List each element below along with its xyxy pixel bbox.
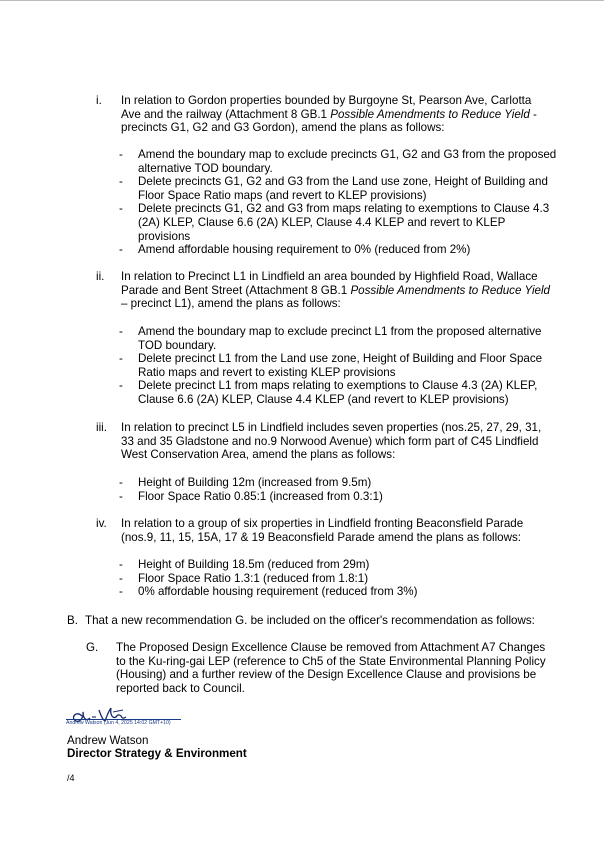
item-number: iv. [96, 517, 107, 530]
list-item: - Height of Building 18.5m (reduced from 29m) [119, 558, 370, 571]
section-number: B. [67, 614, 78, 627]
item-i-bullets [119, 148, 559, 257]
item-text: In relation to a group of six properties in Lindfield fronting Beaconsfield Parade (nos.9, 11, 15, 15A, 17 & 19 Beaconsfield Parade amend the plans as follows: [121, 517, 524, 544]
section-text: That a new recommendation G. be included on the officer's recommendation as follows: [85, 614, 535, 627]
list-item: - Amend affordable housing requirement to 0% (reduced from 2%) [119, 243, 471, 257]
list-item: - 0% affordable housing requirement (reduced from 3%) [119, 585, 418, 599]
item-text: In relation to precinct L5 in Lindfield includes seven properties (nos.25, 27, 29, 31, 33 and 35 Gladstone and no.9 Norwood Avenue) which form part of C45 Lindfield West Conservation Area, amend the plans as follows: [121, 421, 542, 462]
list-item: - Delete precinct L1 from maps relating to exemptions to Clause 4.3 (2A) KLEP, Clause 6.6 (2A) KLEP, Clause 4.4 KLEP (and revert to KLEP provisions) [119, 379, 538, 406]
item-number: i. [96, 94, 102, 107]
italic-reference: Possible Amendments to Reduce Yield [330, 107, 530, 121]
list-item: - Floor Space Ratio 1.3:1 (reduced from 1.8:1) [119, 571, 369, 585]
item-number: G. [86, 641, 99, 654]
italic-reference: Possible Amendments to Reduce Yield [350, 283, 551, 297]
list-item: - Amend the boundary map to exclude precinct L1 from the proposed alternative TOD boundary. [119, 325, 542, 352]
page-number: /4 [67, 773, 75, 783]
item-iii-bullets [119, 476, 559, 503]
list-item: - Floor Space Ratio 0.85:1 (increased from 0.3:1) [119, 489, 383, 503]
item-number: iii. [96, 421, 107, 434]
list-item: - Amend the boundary map to exclude precincts G1, G2 and G3 from the proposed alternative TOD boundary. [119, 148, 557, 175]
list-item: - Height of Building 12m (increased from 9.5m) [119, 476, 372, 489]
list-item: - Delete precincts G1, G2 and G3 from the Land use zone, Height of Building and Floor Space Ratio maps (and revert to KLEP provisions) [119, 175, 548, 202]
list-item: - Delete precincts G1, G2 and G3 from maps relating to exemptions to Clause 4.3 (2A) KLEP, Clause 6.6 (2A) KLEP, Clause 4.4 KLEP and revert to KLEP provisions [119, 202, 550, 243]
page-top-border [0, 0, 604, 1]
item-iv-bullets [119, 558, 559, 599]
signature-stamp: Andrew Watson (Jun 4, 2025 14:02 GMT+10) [66, 720, 171, 726]
item-text: In relation to Gordon properties bounded by Burgoyne St, Pearson Ave, Carlotta Ave and the railway (Attachment 8 GB.1 Possible Amendments to Reduce Yield - precincts G1, G2 and G3 Gordon), amend the plans as follows: [121, 94, 537, 135]
signatory-role: Director Strategy & Environment [67, 747, 247, 760]
item-text: The Proposed Design Excellence Clause be removed from Attachment A7 Changes to the Ku-ring-gai LEP (reference to Ch5 of the State Environmental Planning Policy (Housing) and a further review of the Design Excellence Clause and provisions be reported back to Council. [116, 641, 546, 695]
item-ii-bullets [119, 325, 559, 407]
item-text: In relation to Precinct L1 in Lindfield an area bounded by Highfield Road, Wallace Parade and Bent Street (Attachment 8 GB.1 Possible Amendments to Reduce Yield – precinct L1), amend the plans as follows: [121, 270, 551, 311]
list-item: - Delete precinct L1 from the Land use zone, Height of Building and Floor Space Ratio maps and revert to existing KLEP provisions [119, 352, 543, 379]
signatory-name: Andrew Watson [67, 734, 149, 747]
item-number: ii. [96, 270, 105, 283]
